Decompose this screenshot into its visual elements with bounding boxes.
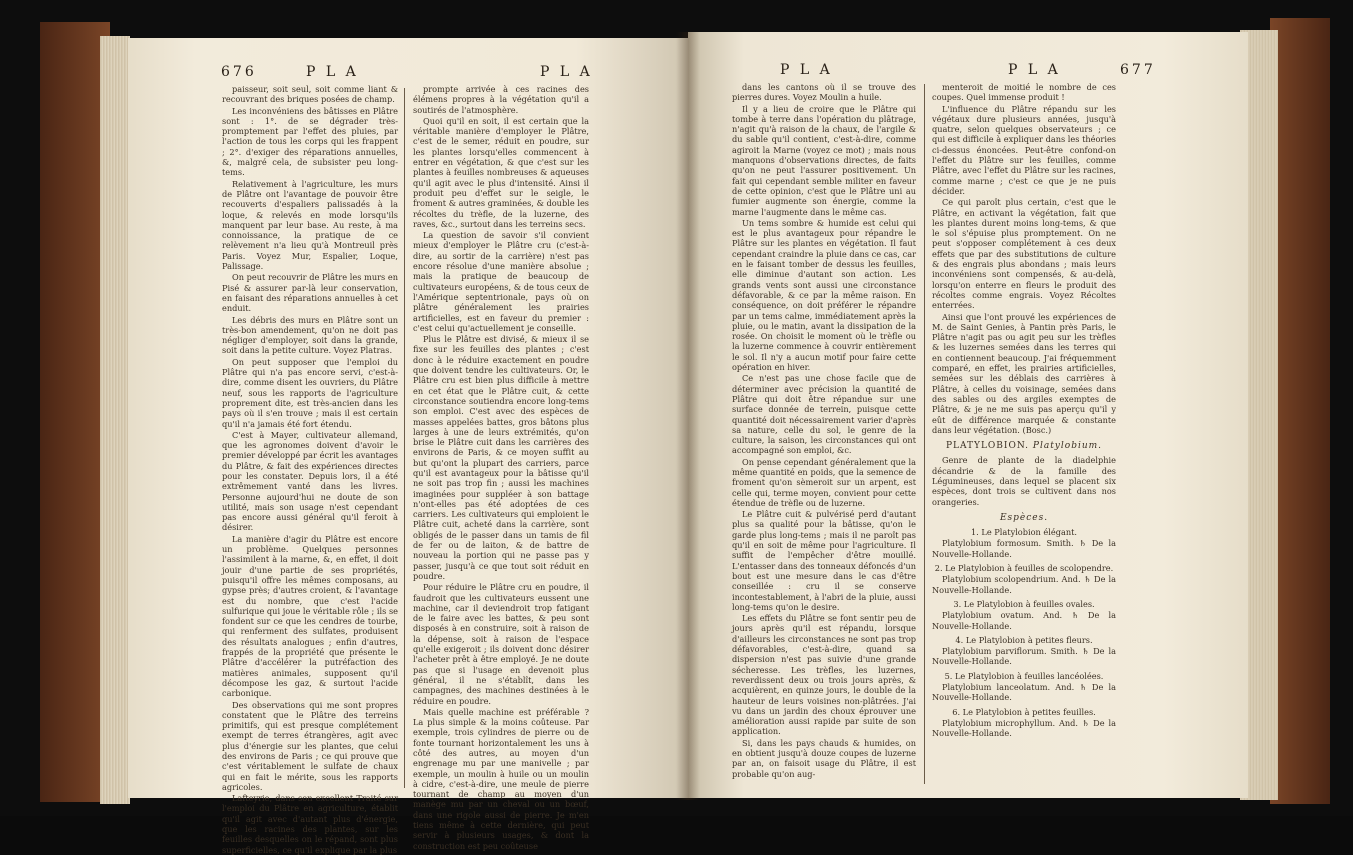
paragraph: Mais quelle machine est préférable ? La plus simple & la moins coûteuse. Par exemple, trois cylindres de pierre ou de fonte tournant horizontalement les uns à côté des autres, au moyen d'un engrenage mu par une manivelle ; par exemple, un moulin à huile ou un moulin à cidre, c'est-à-dire, une meule de pierre tournant de champ au moyen d'un manège mu par un cheval ou un bœuf, dans une rigole aussi de pierre. Je m'en tiens même à cette dernière, qui peut servir à plusieurs usages, & dont la construction est peu coûteuse xyxy=(413,706,589,851)
left-page xyxy=(128,38,688,855)
paragraph: On peut supposer que l'emploi du Plâtre qui n'a pas encore servi, c'est-à-dire, comme disent les ouvriers, du Plâtre neuf, sous les rapports de l'agriculture proprement dite, est très-ancien dans les pays où il s'en trouve ; mais il est certain qu'il n'a jamais été fort étendu. xyxy=(222,356,398,429)
paragraph: Il y a lieu de croire que le Plâtre qui tombe à terre dans l'opération du plâtrage, n'agit qu'à raison de la chaux, de l'argile & du sable qu'il contient, c'est-à-dire, comme agiroit la Marne (voyez ce mot) ; mais nous manquons d'observations directes, de faits qu'on ne peut l'assurer positivement. Un fait qui cependant semble militer en faveur de cette opinion, c'est que le Plâtre uni au fumier augmente son énergie, comme la marne l'augmente dans le même cas. xyxy=(732,103,916,217)
paragraph: Quoi qu'il en soit, il est certain que la véritable manière d'employer le Plâtre, c'est de le semer, réduit en poudre, sur les plantes lorsqu'elles commencent à entrer en végétation, & que c'est sur les plantes à feuilles nombreuses & aqueuses qu'il agit avec le plus d'intensité. Ainsi il produit peu d'effet sur le seigle, le froment & autres graminées, & double les récoltes du trèfle, de la luzerne, des raves, &c., surtout dans les terreins secs. xyxy=(413,115,589,229)
left-column-1 xyxy=(222,84,398,855)
right-column-1 xyxy=(732,82,916,794)
species-latin: Platylobium scolopendrium. And. ♄ De la Nouvelle-Hollande. xyxy=(932,574,1116,595)
left-running-head-1: P L A xyxy=(306,64,359,80)
paragraph: Ainsi que l'ont prouvé les expériences de M. de Saint Genies, à Pantin près Paris, le Plâtre n'agit pas ou agit peu sur les trèfles & les luzernes semées dans les terres qui en contiennent beaucoup. J'ai fréquemment comparé, en effet, les prairies artificielles, semées sur les déblais des carrières à Plâtre, à celles du voisinage, semées dans des sables ou des argiles exemptes de Plâtre, & je ne me suis pas aperçu qu'il y eût de différence marquée & constante dans leur végétation. (Bosc.) xyxy=(932,311,1116,435)
entry-text: Genre de plante de la diadelphie décandrie & de la famille des Légumineuses, dans lequel se placent six espèces, dont trois se cultivent dans nos orangeries. xyxy=(932,455,1116,507)
paragraph: La manière d'agir du Plâtre est encore un problème. Quelques personnes l'assimilent à la marne, &, en effet, il doit jouir d'une partie de ses propriétés, puisqu'il offre les mêmes composans, au gypse près; d'autres croient, & l'avantage est du nombre, que c'est l'acide sulfurique qui joue le véritable rôle ; ils se fondent sur ce que les cendres de tourbe, qui renferment des sulfates, produisent des résultats analogues ; enfin d'autres, frappés de la propriété que présente le Plâtre d'accélérer la putréfaction des matières animales, supposent qu'il décompose les gaz, & surtout l'acide carbonique. xyxy=(222,533,398,699)
species-latin: Platylobium ovatum. And. ♄ De la Nouvelle-Hollande. xyxy=(932,610,1116,631)
right-page-number: 677 xyxy=(1120,62,1156,78)
right-page xyxy=(688,32,1248,798)
paragraph: Les inconvéniens des bâtisses en Plâtre sont : 1°. de se dégrader très-promptement par l'effet des pluies, par l'action de tous les corps qui les frappent ; 2°. d'exiger des réparations annuelles, &, malgré cela, de subsister peu long-tems. xyxy=(222,105,398,178)
entry-title xyxy=(932,441,1116,451)
species-latin: Platylobium microphyllum. And. ♄ De la Nouvelle-Hollande. xyxy=(932,717,1116,739)
right-column-2-paragraphs xyxy=(932,82,1116,435)
species-latin: Platylobium formosum. Smith. ♄ De la Nouvelle-Hollande. xyxy=(932,538,1116,559)
paragraph: C'est à Mayer, cultivateur allemand, que les agronomes doivent d'avoir le premier développé par écrit les avantages du Plâtre, & fait des expériences directes pour les constater. Depuis lors, il a été extrêmement vanté dans les livres. Personne aujourd'hui ne doute de son utilité, mais son usage n'est cependant pas encore aussi général qu'il feroit à désirer. xyxy=(222,429,398,533)
paragraph: Ce qui paroît plus certain, c'est que le Plâtre, en activant la végétation, fait que les plantes durent moins long-tems, & que le sol s'épuise plus promptement. On ne peut s'opposer complétement à ces deux effets que par des substitutions de culture & des engrais plus abondans ; mais leurs inconvéniens sont compensés, & au-delà, lorsqu'on enterre en fleurs le produit des récoltes comme engrais. Voyez Récoltes enterrées. xyxy=(932,197,1116,311)
paragraph: Les effets du Plâtre se font sentir peu de jours après qu'il est répandu, lorsque d'ailleurs les circonstances ne sont pas trop défavorables, c'est-à-dire, quand sa dispersion n'est pas suivie d'une grande sécheresse. Les trèfles, les luzernes, reverdissent deux ou trois jours après, & acquièrent, en quinze jours, le double de la hauteur de leurs voisines non-plâtrées. J'ai vu dans un jardin des choux éprouver une amélioration aussi rapide par suite de son application. xyxy=(732,613,916,737)
paragraph: Si, dans les pays chauds & humides, on en obtient jusqu'à douze coupes de luzerne par an, on faisoit usage du Plâtre, il est probable qu'on aug- xyxy=(732,737,916,779)
left-running-head-2: P L A xyxy=(540,64,593,80)
species-name: 4. Le Platylobion à petites fleurs. xyxy=(955,634,1093,645)
paragraph: Un tems sombre & humide est celui qui est le plus avantageux pour répandre le Plâtre sur les plantes en végétation. Il faut cependant craindre la pluie dans ce cas, car en le faisant tomber de dessus les feuilles, elle diminue d'autant son action. Les grands vents sont aussi une circonstance défavorable, & ce par la même raison. En conséquence, on doit préférer le répandre par un tems calme, immédiatement après la pluie, ou le matin, avant la dissipation de la rosée. On choisit le moment où le trèfle ou la luzerne commence à couvrir entièrement le sol. Il n'y a aucun motif pour faire cette opération en hiver. xyxy=(732,217,916,373)
paragraph: On peut recouvrir de Plâtre les murs en Pisé & assurer par-là leur conservation, en faisant des réparations annuelles à cet enduit. xyxy=(222,272,398,314)
paragraph: Les débris des murs en Plâtre sont un très-bon amendement, qu'on ne doit pas négliger d'employer, soit dans la grande, soit dans la petite culture. Voyez Platras. xyxy=(222,314,398,356)
species-list xyxy=(932,527,1116,738)
paragraph: prompte arrivée à ces racines des élémens propres à la végétation qu'il a soutirés de l'atmosphère. xyxy=(413,84,589,115)
right-cover xyxy=(1270,18,1330,804)
right-column-rule xyxy=(924,84,925,784)
species-heading: Espèces. xyxy=(999,512,1049,523)
paragraph: Pour réduire le Plâtre cru en poudre, il faudroit que les cultivateurs eussent une machine, car il deviendroit trop fatigant de le faire avec les battes, & peu sont disposés à en construire, soit à raison de la dépense, soit à raison de l'espace qu'elle exigeroit ; ils doivent donc désirer l'acheter prêt à être employé. Je ne doute pas que si l'usage en devenoit plus général, il ne s'établît, dans les campagnes, des machines destinées à le réduire en poudre. xyxy=(413,582,589,706)
paragraph: dans les cantons où il se trouve des pierres dures. Voyez Moulin a huile. xyxy=(732,82,916,103)
paragraph: Plus le Plâtre est divisé, & mieux il se fixe sur les feuilles des plantes ; c'est donc à le réduire exactement en poudre que doivent tendre les cultivateurs. Or, le Plâtre cru est bien plus difficile à mettre en cet état que le Plâtre cuit, & cette circonstance soutiendra encore long-tems son emploi. C'est avec des espèces de masses appelées battes, gros bâtons plus larges à une de leurs extrémités, qu'on brise le Plâtre cuit dans les carrières des environs de Paris, & ce moyen suffit au but qu'ont la plupart des carriers, parce qu'il est avantageux pour la bâtisse qu'il ne soit pas trop fin ; aussi les machines imaginées pour suppléer à son battage n'ont-elles pas été adoptées de ces carriers. Les cultivateurs qui emploient le Plâtre cuit, acheté dans la carrière, sont obligés de le passer dans un tamis de fil de fer ou de laiton, & de battre de nouveau la portion qui ne passe pas y passer, jusqu'à ce que tout soit réduit en poudre. xyxy=(413,334,589,581)
paragraph: Le Plâtre cuit & pulvérisé perd d'autant plus sa qualité pour la bâtisse, qu'on le garde plus long-tems ; mais il ne paroît pas qu'il en soit de même pour l'agriculture. Il suffit de l'empêcher d'être mouillé. L'entasser dans des tonneaux défoncés d'un bout est une mesure dans le cas d'être conseillée : cru il se conserve incontestablement, à l'abri de la pluie, aussi long-tems qu'on le desire. xyxy=(732,509,916,612)
left-column-2 xyxy=(413,84,589,851)
species-name: 6. Le Platylobion à petites feuilles. xyxy=(952,706,1096,717)
entry-title-text: PLATYLOBION. xyxy=(945,441,1030,452)
paragraph: menteroit de moitié le nombre de ces coupes. Quel immense produit ! xyxy=(932,82,1116,103)
right-column-2 xyxy=(932,82,1116,794)
right-running-head-2: P L A xyxy=(1008,62,1061,78)
paragraph: L'influence du Plâtre répandu sur les végétaux dure plusieurs années, jusqu'à quatre, selon quelques observateurs ; ce qui est difficile à expliquer dans les théories ci-dessus énoncées. Peut-être confond-on l'effet du Plâtre sur les feuilles, comme Plâtre, avec l'effet du Plâtre sur les racines, comme marne ; c'est ce que je ne puis décider. xyxy=(932,103,1116,196)
paragraph: Relativement à l'agriculture, les murs de Plâtre ont l'avantage de pouvoir être recouverts d'espaliers palissadés à la loque, & relevés en mode lorsqu'ils manquent par leur base. Au reste, à ma connoissance, la pratique de ce relèvement n'a lieu qu'à Montreuil près Paris. Voyez Mur, Espalier, Loque, Palissage. xyxy=(222,178,398,272)
entry-title-latin: Platylobium. xyxy=(1032,441,1103,452)
species-latin: Platylobium lanceolatum. And. ♄ De la Nouvelle-Hollande. xyxy=(932,682,1116,703)
left-column-rule xyxy=(404,88,405,788)
species-name: 1. Le Platylobion élégant. xyxy=(970,527,1078,538)
species-name: 3. Le Platylobion à feuilles ovales. xyxy=(953,598,1095,609)
species-name: 5. Le Platylobion à feuilles lancéolées. xyxy=(944,670,1104,681)
paragraph: La question de savoir s'il convient mieux d'employer le Plâtre cru (c'est-à-dire, au sortir de la carrière) n'est pas encore résolue d'une manière absolue ; mais la pratique de beaucoup de cultivateurs européens, & de tous ceux de l'Amérique septentrionale, pays où on plâtre généralement les prairies artificielles, est en faveur du premier : c'est celui qu'actuellement je conseille. xyxy=(413,230,589,333)
species-latin: Platylobium parviflorum. Smith. ♄ De la Nouvelle-Hollande. xyxy=(932,646,1116,667)
left-page-number: 676 xyxy=(221,64,257,80)
book-gutter xyxy=(676,32,700,800)
paragraph: On pense cependant généralement que la même quantité en poids, que la semence de froment qu'on sèmeroit sur un arpent, est celle qui, terme moyen, convient pour cette étendue de trèfle ou de luzerne. xyxy=(732,456,916,508)
paragraph: Des observations qui me sont propres constatent que le Plâtre des terreins primitifs, qui est presque complétement exempt de terres étrangères, agit avec plus d'énergie sur les plantes, que celui des environs de Paris ; ce qui prouve que c'est véritablement le sulfate de chaux qui en fait le mérite, sous les rapports agricoles. xyxy=(222,699,398,792)
paragraph: Ce n'est pas une chose facile que de déterminer avec précision la quantité de Plâtre qui doit être répandue sur une surface donnée de terrein, puisque cette quantité doit nécessairement varier d'après sa nature, celle du sol, le genre de la culture, la saison, les circonstances qui ont accompagné son emploi, &c. xyxy=(732,373,916,456)
paragraph: paisseur, soit seul, soit comme liant & recouvrant des briques posées de champ. xyxy=(222,84,398,105)
paragraph: Lafteyrie, dans son excellent Traité sur l'emploi du Plâtre en agriculture, établit qu'il agit avec d'autant plus d'énergie, que les racines des plantes, sur les feuilles desquelles on le répand, sont plus superficielles, ce qu'il explique par la plus xyxy=(222,793,398,855)
left-page-edges xyxy=(100,36,130,804)
species-name: 2. Le Platylobion à feuilles de scolopendre. xyxy=(934,563,1114,574)
right-running-head-1: P L A xyxy=(780,62,833,78)
